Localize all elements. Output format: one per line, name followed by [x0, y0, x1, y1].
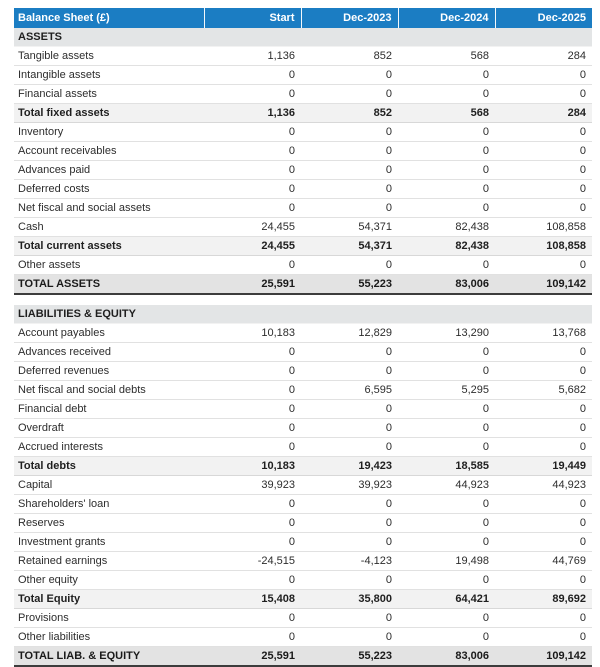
row-label: Tangible assets	[14, 47, 204, 66]
row-value: 24,455	[204, 218, 301, 237]
table-row	[14, 628, 592, 647]
row-value: -24,515	[204, 552, 301, 571]
row-value: 0	[301, 343, 398, 362]
column-header-dec-2024: Dec-2024	[398, 8, 495, 28]
row-value: 1,136	[204, 47, 301, 66]
row-value: 284	[495, 104, 592, 123]
row-value: 284	[495, 47, 592, 66]
row-value: 0	[301, 571, 398, 590]
row-value: 0	[398, 628, 495, 647]
table-row	[14, 457, 592, 476]
row-label: Retained earnings	[14, 552, 204, 571]
row-label: Advances received	[14, 343, 204, 362]
row-value: 1,136	[204, 104, 301, 123]
row-value: 0	[204, 362, 301, 381]
row-value: 0	[204, 400, 301, 419]
table-row	[14, 47, 592, 66]
row-value: 0	[495, 400, 592, 419]
row-value: 0	[495, 199, 592, 218]
table-row	[14, 218, 592, 237]
row-label: Reserves	[14, 514, 204, 533]
row-value: 852	[301, 47, 398, 66]
row-value: 18,585	[398, 457, 495, 476]
row-label: Net fiscal and social assets	[14, 199, 204, 218]
row-value: 54,371	[301, 218, 398, 237]
row-value: 0	[398, 256, 495, 275]
table-row	[14, 647, 592, 667]
row-value: 0	[495, 495, 592, 514]
row-label: Provisions	[14, 609, 204, 628]
row-value: 83,006	[398, 275, 495, 295]
row-value: 0	[398, 343, 495, 362]
row-value: 0	[398, 123, 495, 142]
row-label: Total debts	[14, 457, 204, 476]
row-value: 10,183	[204, 324, 301, 343]
row-value: 108,858	[495, 218, 592, 237]
table-row	[14, 514, 592, 533]
table-header-row	[14, 8, 592, 28]
row-label: Financial debt	[14, 400, 204, 419]
row-value: 852	[301, 104, 398, 123]
row-value: 0	[495, 571, 592, 590]
table-row	[14, 400, 592, 419]
row-value: 83,006	[398, 647, 495, 667]
row-label: Intangible assets	[14, 66, 204, 85]
row-value: 0	[204, 85, 301, 104]
row-value: 0	[398, 438, 495, 457]
row-label: Total fixed assets	[14, 104, 204, 123]
row-label: Account payables	[14, 324, 204, 343]
table-row	[14, 381, 592, 400]
spacer-cell	[14, 294, 592, 305]
row-value: 0	[398, 533, 495, 552]
row-value: 12,829	[301, 324, 398, 343]
row-value: 5,295	[398, 381, 495, 400]
row-label: Overdraft	[14, 419, 204, 438]
row-label: Shareholders' loan	[14, 495, 204, 514]
row-value: 0	[301, 438, 398, 457]
row-value: 568	[398, 47, 495, 66]
row-value: 0	[495, 142, 592, 161]
column-header-dec-2025: Dec-2025	[495, 8, 592, 28]
row-value: 0	[398, 180, 495, 199]
table-row	[14, 85, 592, 104]
row-label: Other equity	[14, 571, 204, 590]
column-header-dec-2023: Dec-2023	[301, 8, 398, 28]
section-row	[14, 305, 592, 324]
row-value: 0	[301, 609, 398, 628]
row-value: 0	[398, 142, 495, 161]
table-row	[14, 324, 592, 343]
row-value: 25,591	[204, 275, 301, 295]
row-value: 109,142	[495, 647, 592, 667]
table-row	[14, 552, 592, 571]
row-label: Investment grants	[14, 533, 204, 552]
row-value: 0	[301, 419, 398, 438]
table-row	[14, 275, 592, 295]
row-value: 0	[495, 123, 592, 142]
row-value: 0	[398, 161, 495, 180]
row-value: 109,142	[495, 275, 592, 295]
table-row	[14, 142, 592, 161]
row-value: 15,408	[204, 590, 301, 609]
row-value: 0	[495, 419, 592, 438]
row-value: 0	[495, 161, 592, 180]
row-value: 0	[301, 533, 398, 552]
table-row	[14, 256, 592, 275]
table-row	[14, 362, 592, 381]
row-value: 0	[204, 180, 301, 199]
row-value: 0	[301, 66, 398, 85]
row-label: Inventory	[14, 123, 204, 142]
row-value: 55,223	[301, 647, 398, 667]
row-value: 0	[301, 400, 398, 419]
row-label: Net fiscal and social debts	[14, 381, 204, 400]
row-value: 0	[301, 514, 398, 533]
row-value: 0	[204, 495, 301, 514]
row-value: 0	[495, 180, 592, 199]
table-row	[14, 343, 592, 362]
row-value: 64,421	[398, 590, 495, 609]
table-row	[14, 590, 592, 609]
row-value: 13,768	[495, 324, 592, 343]
row-value: 0	[204, 533, 301, 552]
table-row	[14, 476, 592, 495]
row-value: 19,423	[301, 457, 398, 476]
row-value: 6,595	[301, 381, 398, 400]
row-label: Capital	[14, 476, 204, 495]
row-value: 0	[495, 256, 592, 275]
row-value: 0	[204, 66, 301, 85]
row-value: 0	[398, 400, 495, 419]
row-value: 44,923	[495, 476, 592, 495]
row-label: TOTAL ASSETS	[14, 275, 204, 295]
row-value: 0	[495, 533, 592, 552]
row-value: 0	[301, 142, 398, 161]
table-row	[14, 571, 592, 590]
row-label: Other liabilities	[14, 628, 204, 647]
row-value: 0	[301, 495, 398, 514]
row-value: 19,498	[398, 552, 495, 571]
row-label: Total Equity	[14, 590, 204, 609]
row-value: 0	[204, 343, 301, 362]
row-value: 0	[204, 419, 301, 438]
row-value: 10,183	[204, 457, 301, 476]
row-value: 0	[301, 362, 398, 381]
spacer-row	[14, 294, 592, 305]
table-row	[14, 123, 592, 142]
row-value: -4,123	[301, 552, 398, 571]
table-row	[14, 199, 592, 218]
row-value: 0	[398, 495, 495, 514]
table-row	[14, 533, 592, 552]
row-label: Deferred revenues	[14, 362, 204, 381]
section-label: ASSETS	[14, 28, 592, 47]
row-value: 108,858	[495, 237, 592, 256]
row-value: 568	[398, 104, 495, 123]
table-row	[14, 66, 592, 85]
row-value: 0	[495, 85, 592, 104]
row-label: Other assets	[14, 256, 204, 275]
table-row	[14, 180, 592, 199]
row-value: 0	[495, 343, 592, 362]
row-value: 0	[398, 362, 495, 381]
row-value: 0	[204, 438, 301, 457]
row-value: 19,449	[495, 457, 592, 476]
row-label: TOTAL LIAB. & EQUITY	[14, 647, 204, 667]
column-header-start: Start	[204, 8, 301, 28]
row-value: 13,290	[398, 324, 495, 343]
row-value: 0	[204, 161, 301, 180]
balance-sheet-table	[14, 8, 592, 667]
row-value: 82,438	[398, 218, 495, 237]
row-value: 0	[204, 256, 301, 275]
table-row	[14, 438, 592, 457]
row-value: 0	[398, 514, 495, 533]
row-value: 0	[495, 628, 592, 647]
table-row	[14, 419, 592, 438]
row-value: 24,455	[204, 237, 301, 256]
row-value: 0	[204, 123, 301, 142]
table-row	[14, 237, 592, 256]
row-value: 0	[495, 609, 592, 628]
row-value: 0	[204, 571, 301, 590]
row-label: Total current assets	[14, 237, 204, 256]
row-value: 0	[204, 609, 301, 628]
row-value: 0	[398, 571, 495, 590]
section-label: LIABILITIES & EQUITY	[14, 305, 592, 324]
row-label: Account receivables	[14, 142, 204, 161]
row-value: 0	[398, 609, 495, 628]
table-row	[14, 161, 592, 180]
row-value: 0	[301, 199, 398, 218]
row-value: 54,371	[301, 237, 398, 256]
row-value: 5,682	[495, 381, 592, 400]
row-value: 44,923	[398, 476, 495, 495]
row-value: 0	[204, 514, 301, 533]
row-value: 0	[398, 199, 495, 218]
row-label: Financial assets	[14, 85, 204, 104]
row-value: 0	[301, 123, 398, 142]
row-value: 0	[301, 85, 398, 104]
table-row	[14, 495, 592, 514]
row-label: Deferred costs	[14, 180, 204, 199]
row-value: 0	[204, 381, 301, 400]
row-value: 0	[398, 66, 495, 85]
row-value: 0	[495, 66, 592, 85]
row-label: Advances paid	[14, 161, 204, 180]
row-value: 39,923	[301, 476, 398, 495]
row-value: 0	[204, 628, 301, 647]
row-label: Accrued interests	[14, 438, 204, 457]
table-row	[14, 609, 592, 628]
row-value: 0	[301, 180, 398, 199]
row-value: 82,438	[398, 237, 495, 256]
row-value: 44,769	[495, 552, 592, 571]
section-row	[14, 28, 592, 47]
row-value: 0	[398, 85, 495, 104]
row-value: 55,223	[301, 275, 398, 295]
row-value: 39,923	[204, 476, 301, 495]
row-value: 0	[495, 438, 592, 457]
row-value: 0	[495, 362, 592, 381]
table-title: Balance Sheet (£)	[14, 8, 204, 28]
row-value: 0	[301, 161, 398, 180]
row-label: Cash	[14, 218, 204, 237]
row-value: 25,591	[204, 647, 301, 667]
row-value: 0	[301, 628, 398, 647]
row-value: 89,692	[495, 590, 592, 609]
row-value: 0	[204, 142, 301, 161]
row-value: 0	[495, 514, 592, 533]
row-value: 35,800	[301, 590, 398, 609]
table-row	[14, 104, 592, 123]
row-value: 0	[398, 419, 495, 438]
balance-sheet-body	[14, 28, 592, 666]
row-value: 0	[204, 199, 301, 218]
row-value: 0	[301, 256, 398, 275]
